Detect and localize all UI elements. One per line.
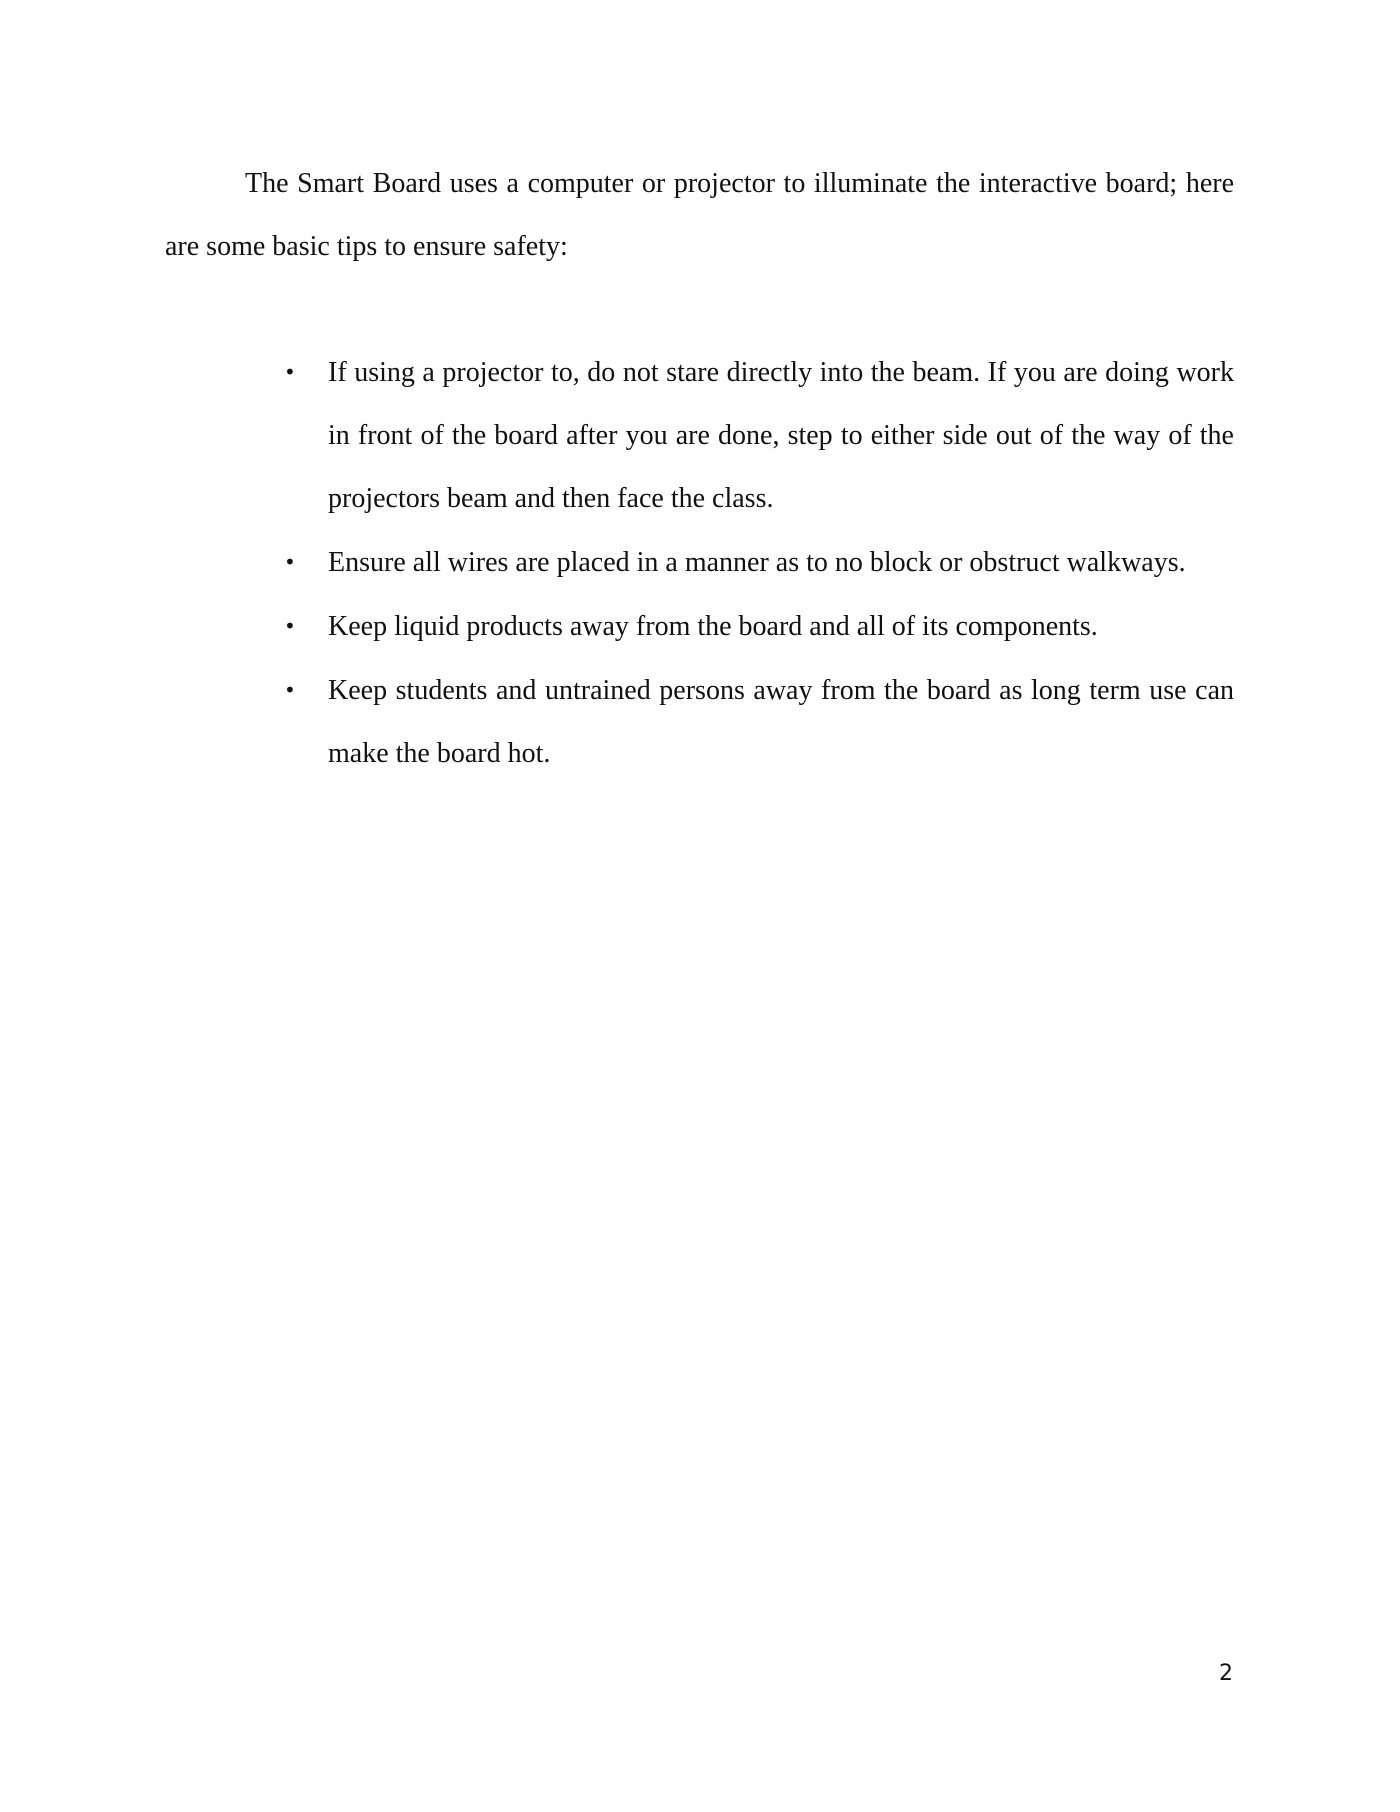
bullet-icon: • [284,614,296,638]
tip-text: Keep students and untrained persons away from the board as long term use can make the board hot. [328,675,1234,769]
bullet-icon: • [284,550,296,574]
tip-text: Keep liquid products away from the board and all of its components. [328,611,1098,642]
safety-tips-list [165,341,1234,785]
tip-text: If using a projector to, do not stare directly into the beam. If you are doing work in front of the board after you are done, step to either side out of the way of the projectors beam and then face the class. [328,357,1234,514]
page-content [165,152,1234,786]
list-item [284,595,1234,658]
list-item [284,659,1234,785]
list-item [284,531,1234,594]
bullet-icon: • [284,678,296,702]
bullet-icon: • [284,360,296,384]
intro-paragraph: The Smart Board uses a computer or projector to illuminate the interactive board; here are some basic tips to ensure safety: [165,168,1234,262]
list-item [284,341,1234,530]
tip-text: Ensure all wires are placed in a manner as to no block or obstruct walkways. [328,547,1186,578]
page-number: 2 [1219,1661,1233,1686]
